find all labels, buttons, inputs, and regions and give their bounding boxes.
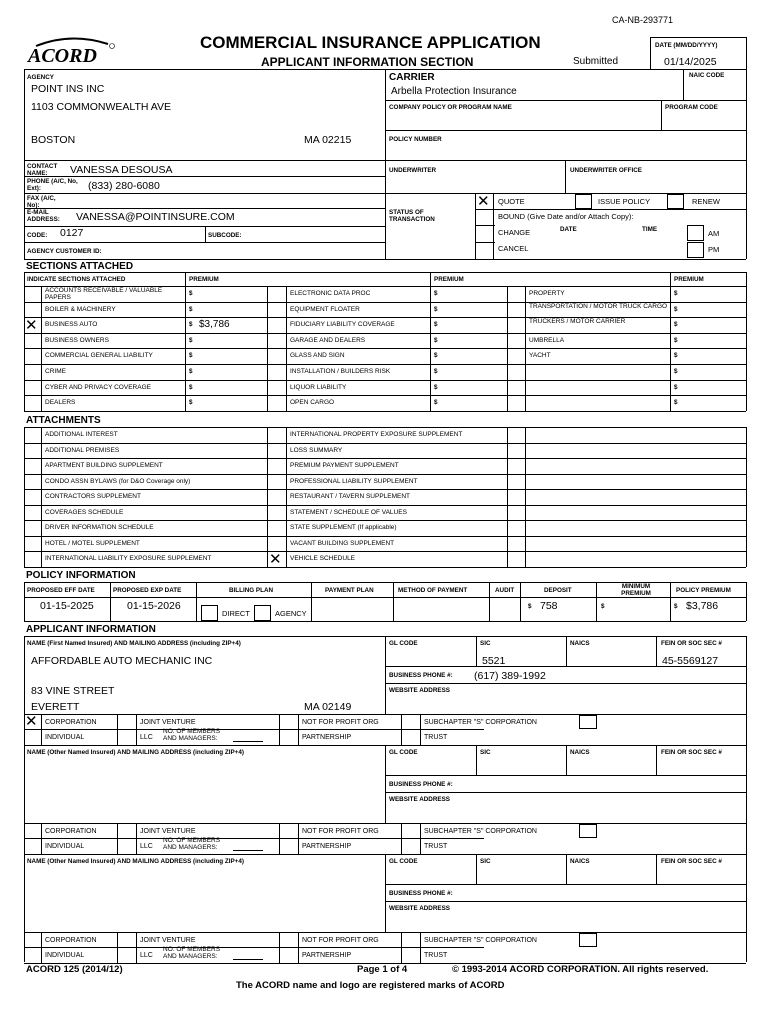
section-item-col2-5: INSTALLATION / BUILDERS RISK: [290, 368, 391, 375]
quote-checkbox-mark[interactable]: ✕: [477, 192, 490, 210]
section-item-col3-2: TRUCKERS / MOTOR CARRIER: [529, 318, 626, 326]
applicant-state-zip[interactable]: MA 02149: [304, 701, 352, 713]
agency-code[interactable]: 0127: [60, 227, 84, 239]
attachment-item-8: INTERNATIONAL LIABILITY EXPOSURE SUPPLEMENT: [45, 555, 212, 563]
agency-state-zip[interactable]: MA 02215: [304, 134, 352, 146]
attachments-heading: ATTACHMENTS: [26, 415, 101, 426]
naics-label: NAICS: [570, 858, 590, 865]
naics-label: NAICS: [570, 640, 590, 647]
business-phone-label: BUSINESS PHONE #:: [389, 672, 453, 679]
section-item-col3-3: UMBRELLA: [529, 336, 565, 344]
section-item-col2-7: OPEN CARGO: [290, 399, 335, 407]
dollar-sign: $: [674, 336, 678, 344]
attachment-item-col2-5: STATEMENT / SCHEDULE OF VALUES: [290, 508, 407, 516]
contact-email[interactable]: VANESSA@POINTINSURE.COM: [76, 211, 235, 223]
section-item-col2-0: ELECTRONIC DATA PROC: [290, 290, 371, 297]
page-title: COMMERCIAL INSURANCE APPLICATION: [200, 33, 541, 52]
attachment-item-6: DRIVER INFORMATION SCHEDULE: [45, 524, 154, 532]
agency-city[interactable]: BOSTON: [31, 134, 76, 146]
section-item-4: COMMERCIAL GENERAL LIABILITY: [45, 352, 153, 360]
llc-label: LLC: [140, 843, 153, 850]
contact-name[interactable]: VANESSA DESOUSA: [70, 164, 173, 176]
other-named-insured-label: NAME (Other Named Insured) AND MAILING ADDRESS (including ZIP+4): [27, 749, 244, 756]
dollar-sign: $: [189, 383, 193, 391]
dollar-sign: $: [434, 383, 438, 391]
dollar-sign: $: [189, 321, 193, 329]
partnership-label: PARTNERSHIP: [302, 952, 352, 959]
carrier-name[interactable]: Arbella Protection Insurance: [391, 86, 517, 97]
naics-label: NAICS: [570, 749, 590, 756]
individual-label: INDIVIDUAL: [45, 952, 85, 959]
applicant-fein[interactable]: 45-5569127: [662, 655, 719, 667]
dollar-sign: $: [434, 290, 438, 297]
partnership-label: PARTNERSHIP: [302, 734, 352, 741]
section-item-col2-6: LIQUOR LIABILITY: [290, 383, 347, 391]
section-item-0: ACCOUNTS RECEIVABLE / VALUABLE PAPERS: [45, 287, 163, 301]
attachment-item-0: ADDITIONAL INTEREST: [45, 431, 118, 438]
form-number: CA-NB-293771: [612, 15, 674, 25]
website-label: WEBSITE ADDRESS: [389, 905, 450, 912]
llc-label: LLC: [140, 734, 153, 741]
subchapter-s-checkbox[interactable]: [579, 715, 597, 729]
policy-premium-value[interactable]: $3,786: [686, 600, 719, 612]
joint-venture-label: JOINT VENTURE: [140, 937, 196, 944]
agency-bill-checkbox[interactable]: [254, 605, 271, 621]
section-item-3: BUSINESS OWNERS: [45, 336, 109, 344]
trust-label: TRUST: [424, 734, 448, 741]
not-for-profit-label: NOT FOR PROFIT ORG: [302, 719, 379, 726]
members-label: NO. OF MEMBERS AND MANAGERS:: [163, 946, 221, 960]
dollar-sign: $: [189, 336, 193, 344]
subchapter-s-label: SUBCHAPTER "S" CORPORATION: [424, 937, 537, 944]
dollar-sign: $: [189, 290, 193, 297]
members-label: NO. OF MEMBERS AND MANAGERS:: [163, 728, 221, 742]
section-item-col3-4: YACHT: [529, 352, 551, 360]
section-item-col3-1: TRANSPORTATION / MOTOR TRUCK CARGO: [529, 302, 668, 310]
not-for-profit-label: NOT FOR PROFIT ORG: [302, 937, 379, 944]
attachment-item-col2-0: INTERNATIONAL PROPERTY EXPOSURE SUPPLEMENT: [290, 431, 463, 438]
gl-code-label: GL CODE: [389, 640, 418, 647]
footer-page-number: Page 1 of 4: [357, 964, 408, 975]
website-label: WEBSITE ADDRESS: [389, 687, 450, 694]
dollar-sign: $: [674, 321, 678, 329]
sic-label: SIC: [480, 640, 491, 647]
agency-address[interactable]: 1103 COMMONWEALTH AVE: [31, 101, 172, 113]
sections-attached-heading: SECTIONS ATTACHED: [26, 261, 134, 272]
proposed-exp-date[interactable]: 01-15-2026: [127, 600, 181, 612]
attachment-item-3: CONDO ASSN BYLAWS (for D&O Coverage only): [45, 477, 191, 485]
fein-label: FEIN OR SOC SEC #: [661, 858, 722, 865]
section-item-col2-2: FIDUCIARY LIABILITY COVERAGE: [290, 321, 395, 329]
attachment-item-col2-4: RESTAURANT / TAVERN SUPPLEMENT: [290, 493, 411, 501]
dollar-sign: $: [434, 336, 438, 344]
vehicle-schedule-checkbox-mark[interactable]: ✕: [269, 550, 282, 569]
footer-copyright: © 1993-2014 ACORD CORPORATION. All rights reserved.: [452, 964, 709, 975]
direct-bill-checkbox[interactable]: [201, 605, 218, 621]
attachment-item-col2-3: PROFESSIONAL LIABILITY SUPPLEMENT: [290, 477, 418, 485]
footer-form-id: ACORD 125 (2014/12): [26, 964, 123, 975]
other-named-insured-label: NAME (Other Named Insured) AND MAILING ADDRESS (including ZIP+4): [27, 858, 244, 865]
website-label: WEBSITE ADDRESS: [389, 796, 450, 803]
dollar-sign: $: [189, 352, 193, 360]
attachment-item-1: ADDITIONAL PREMISES: [45, 446, 120, 454]
deposit-value[interactable]: 758: [540, 600, 558, 612]
subchapter-s-label: SUBCHAPTER "S" CORPORATION: [424, 719, 537, 726]
members-label: NO. OF MEMBERS AND MANAGERS:: [163, 837, 221, 851]
trust-label: TRUST: [424, 843, 448, 850]
section-item-6: CYBER AND PRIVACY COVERAGE: [45, 383, 151, 391]
gl-code-label: GL CODE: [389, 749, 418, 756]
not-for-profit-label: NOT FOR PROFIT ORG: [302, 828, 379, 835]
joint-venture-label: JOINT VENTURE: [140, 828, 196, 835]
applicant-information-heading: APPLICANT INFORMATION: [26, 624, 156, 635]
llc-label: LLC: [140, 952, 153, 959]
attachment-item-col2-1: LOSS SUMMARY: [290, 446, 343, 454]
dollar-sign: $: [434, 321, 438, 329]
corporation-checkbox-mark[interactable]: ✕: [25, 712, 38, 730]
dollar-sign: $: [434, 399, 438, 407]
section-item-col2-3: GARAGE AND DEALERS: [290, 336, 366, 344]
attachment-item-col2-7: VACANT BUILDING SUPPLEMENT: [290, 539, 395, 547]
dollar-sign: $: [434, 368, 438, 375]
attachment-item-4: CONTRACTORS SUPPLEMENT: [45, 493, 141, 501]
dollar-sign: $: [674, 383, 678, 391]
sic-label: SIC: [480, 749, 491, 756]
application-date[interactable]: 01/14/2025: [664, 56, 717, 68]
fein-label: FEIN OR SOC SEC #: [661, 749, 722, 756]
policy-information-heading: POLICY INFORMATION: [26, 570, 136, 581]
section-checkbox-mark-2[interactable]: ✕: [25, 316, 38, 335]
attachment-item-7: HOTEL / MOTEL SUPPLEMENT: [45, 539, 140, 547]
dollar-sign: $: [189, 368, 193, 375]
subchapter-s-label: SUBCHAPTER "S" CORPORATION: [424, 828, 537, 835]
applicant-business-phone[interactable]: (617) 389-1992: [474, 670, 546, 682]
status-text: Submitted: [573, 56, 619, 67]
section-premium-2[interactable]: $3,786: [199, 319, 230, 331]
corporation-label: CORPORATION: [45, 719, 97, 726]
section-item-col3-0: PROPERTY: [529, 290, 565, 297]
section-item-1: BOILER & MACHINERY: [45, 305, 116, 313]
joint-venture-label: JOINT VENTURE: [140, 719, 196, 726]
dollar-sign: $: [434, 352, 438, 360]
dollar-sign: $: [674, 305, 678, 313]
agency-name[interactable]: POINT INS INC: [31, 83, 105, 95]
section-item-7: DEALERS: [45, 399, 76, 407]
contact-phone[interactable]: (833) 280-6080: [88, 180, 160, 192]
fein-label: FEIN OR SOC SEC #: [661, 640, 722, 647]
issue-policy-checkbox[interactable]: [575, 194, 592, 209]
attachment-item-5: COVERAGES SCHEDULE: [45, 508, 124, 516]
dollar-sign: $: [674, 352, 678, 360]
individual-label: INDIVIDUAL: [45, 734, 85, 741]
footer-trademark: The ACORD name and logo are registered marks of ACORD: [236, 980, 505, 991]
section-item-5: CRIME: [45, 368, 66, 375]
proposed-eff-date[interactable]: 01-15-2025: [40, 600, 94, 612]
first-named-insured-label: NAME (First Named Insured) AND MAILING ADDRESS (including ZIP+4): [27, 640, 241, 647]
business-phone-label: BUSINESS PHONE #:: [389, 781, 453, 788]
applicant-street[interactable]: 83 VINE STREET: [31, 685, 115, 697]
page-subtitle: APPLICANT INFORMATION SECTION: [261, 55, 474, 69]
trust-label: TRUST: [424, 952, 448, 959]
renew-checkbox[interactable]: [667, 194, 684, 209]
attachment-item-2: APARTMENT BUILDING SUPPLEMENT: [45, 462, 163, 470]
dollar-sign: $: [189, 399, 193, 407]
dollar-sign: $: [434, 305, 438, 313]
sic-label: SIC: [480, 858, 491, 865]
section-item-col2-1: EQUIPMENT FLOATER: [290, 305, 360, 313]
applicant-sic[interactable]: 5521: [482, 655, 506, 667]
corporation-label: CORPORATION: [45, 828, 97, 835]
dollar-sign: $: [674, 399, 678, 407]
attachment-item-col2-2: PREMIUM PAYMENT SUPPLEMENT: [290, 462, 399, 470]
section-item-2: BUSINESS AUTO: [45, 321, 98, 329]
attachment-item-col2-6: STATE SUPPLEMENT (If applicable): [290, 524, 397, 532]
partnership-label: PARTNERSHIP: [302, 843, 352, 850]
acord-logo: [26, 36, 116, 73]
individual-label: INDIVIDUAL: [45, 843, 85, 850]
subchapter-s-checkbox[interactable]: [579, 933, 597, 947]
dollar-sign: $: [674, 368, 678, 375]
applicant-city[interactable]: EVERETT: [31, 701, 80, 713]
business-phone-label: BUSINESS PHONE #:: [389, 890, 453, 897]
subchapter-s-checkbox[interactable]: [579, 824, 597, 838]
logo-text: ACORD: [28, 45, 97, 67]
applicant-name[interactable]: AFFORDABLE AUTO MECHANIC INC: [31, 655, 213, 667]
gl-code-label: GL CODE: [389, 858, 418, 865]
attachment-item-col2-8: VEHICLE SCHEDULE: [290, 555, 356, 563]
corporation-label: CORPORATION: [45, 937, 97, 944]
dollar-sign: $: [674, 290, 678, 297]
section-item-col2-4: GLASS AND SIGN: [290, 352, 345, 360]
dollar-sign: $: [189, 305, 193, 313]
